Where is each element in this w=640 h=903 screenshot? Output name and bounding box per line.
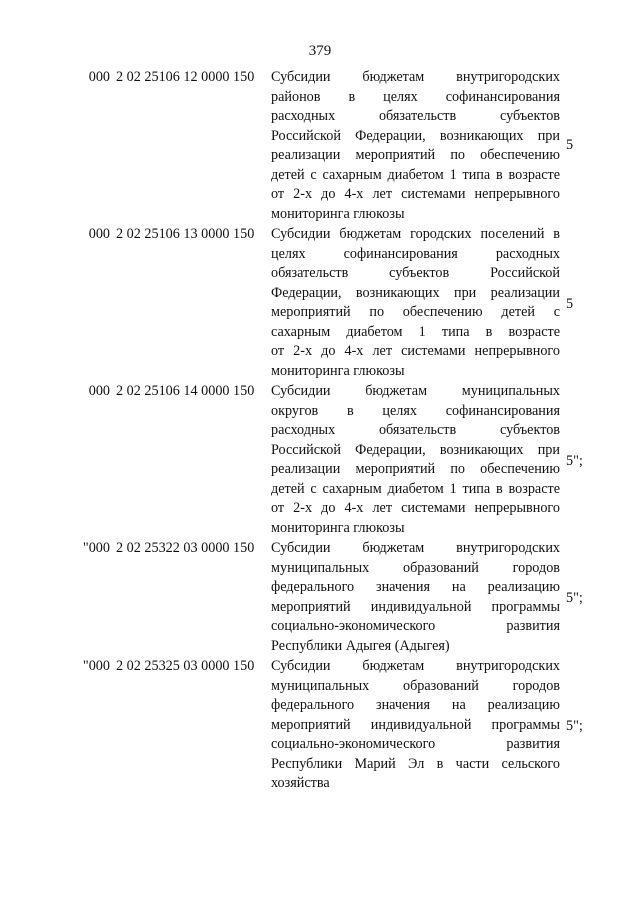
income-name-line: мониторинга глюкозы [271, 362, 405, 379]
income-name-line: реализации мероприятий по обеспечению [271, 147, 560, 163]
income-name [271, 657, 560, 794]
income-name-line: реализации мероприятий по обеспечению [271, 461, 560, 477]
admin-code: 000 [88, 383, 110, 399]
income-name-line: мероприятий индивидуальной программы [271, 716, 560, 733]
income-name-line: расходных обязательств субъектов [271, 422, 560, 438]
income-name-line: социально-экономического развития [271, 736, 560, 752]
income-name-line: районов в целях софинансирования [271, 88, 560, 105]
standard-value: 5"; [566, 718, 583, 734]
budget-classification-code: 2 02 25325 03 0000 150 [116, 658, 255, 674]
income-name-line: социально-экономического развития [271, 618, 560, 634]
income-name-line: Федерации, возникающих при реализации [271, 284, 560, 301]
income-name-line: Субсидии бюджетам внутригородских [271, 540, 560, 556]
income-name-line: Субсидии бюджетам городских поселений в [271, 226, 560, 242]
income-name-line: мониторинга глюкозы [271, 519, 405, 536]
income-name-line: муниципальных образований городов [271, 677, 560, 694]
standard-value: 5 [566, 137, 574, 153]
budget-classification-code: 2 02 25106 12 0000 150 [116, 69, 255, 85]
income-name-line: федерального значения на реализацию [271, 697, 560, 713]
income-name [271, 382, 560, 538]
admin-code: "000 [82, 540, 110, 556]
income-name-line: Субсидии бюджетам внутригородских [271, 69, 560, 85]
income-name-line: мероприятий индивидуальной программы [271, 598, 560, 615]
income-name-line: Республики Адыгея (Адыгея) [271, 637, 450, 654]
income-name [271, 539, 560, 656]
income-name [271, 225, 560, 381]
budget-classification-code: 2 02 25106 13 0000 150 [116, 226, 255, 242]
income-name-line: целях софинансирования расходных [271, 245, 560, 262]
income-name-line: обязательств субъектов Российской [271, 265, 560, 281]
standard-value: 5"; [566, 453, 583, 469]
admin-code: 000 [88, 69, 110, 85]
income-name-line: мероприятий по обеспечению детей с [271, 304, 560, 320]
income-name-line: округов в целях софинансирования [271, 402, 560, 419]
income-name-line: сахарным диабетом 1 типа в возрасте [271, 323, 560, 340]
income-name-line: расходных обязательств субъектов [271, 108, 560, 124]
income-name-line: федерального значения на реализацию [271, 579, 560, 595]
standard-value: 5 [566, 296, 574, 312]
income-name-line: от 2-х до 4-х лет системами непрерывного [271, 500, 560, 516]
income-name-line: муниципальных образований городов [271, 559, 560, 576]
admin-code: "000 [82, 658, 110, 674]
income-name-line: Российской Федерации, возникающих при [271, 441, 560, 458]
income-name-line: Республики Марий Эл в части сельского [271, 755, 560, 772]
income-name-line: хозяйства [271, 775, 330, 791]
standard-value: 5"; [566, 590, 583, 606]
budget-classification-code: 2 02 25106 14 0000 150 [116, 383, 255, 399]
page-number: 379 [308, 43, 332, 59]
income-name-line: детей с сахарным диабетом 1 типа в возрасте [271, 480, 560, 497]
income-name-line: Российской Федерации, возникающих при [271, 127, 560, 144]
income-name-line: Субсидии бюджетам муниципальных [271, 383, 560, 399]
income-name-line: Субсидии бюджетам внутригородских [271, 658, 560, 674]
admin-code: 000 [88, 226, 110, 242]
budget-classification-code: 2 02 25322 03 0000 150 [116, 540, 255, 556]
income-name-line: детей с сахарным диабетом 1 типа в возрасте [271, 166, 560, 183]
income-name-line: мониторинга глюкозы [271, 205, 405, 222]
income-name-line: от 2-х до 4-х лет системами непрерывного [271, 343, 560, 359]
income-name-line: от 2-х до 4-х лет системами непрерывного [271, 186, 560, 202]
income-name [271, 68, 560, 224]
